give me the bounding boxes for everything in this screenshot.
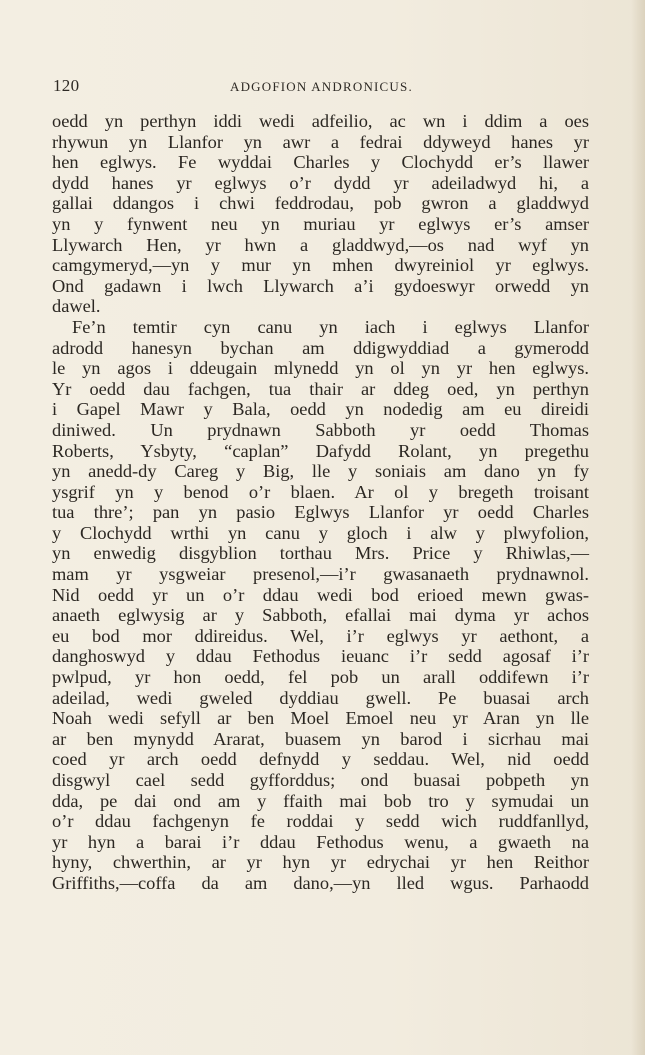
text-line: yn y fynwent neu yn muriau yr eglwys er’s amser: [52, 213, 589, 234]
text-line: danghoswyd y ddau Fethodus ieuanc i’r sedd agosaf i’r: [52, 646, 589, 667]
text-line: rhywun yn Llanfor yn awr a fedrai ddyweyd hanes yr: [52, 131, 589, 152]
text-line: ysgrif yn y benod o’r blaen. Ar ol y bregeth troisant: [52, 481, 589, 502]
text-line: oedd yn perthyn iddi wedi adfeilio, ac wn i ddim a oes: [52, 111, 589, 131]
text-line: yr hyn a barai i’r ddau Fethodus wenu, a gwaeth na: [52, 831, 589, 852]
text-line: Yr oedd dau fachgen, tua thair ar ddeg oed, yn perthyn: [52, 378, 589, 399]
text-line: yn anedd-dy Careg y Big, lle y soniais am dano yn fy: [52, 461, 589, 482]
page-number: 120: [53, 76, 80, 95]
text-line: hyny, chwerthin, ar yr hyn yr edrychai yr hen Reithor: [52, 852, 589, 873]
text-line: coed yr arch oedd defnydd y seddau. Wel, nid oedd: [52, 749, 589, 770]
running-title: ADGOFION ANDRONICUS.: [230, 79, 413, 94]
page-edge-shadow: [631, 0, 645, 1055]
text-line: disgwyl cael sedd gyfforddus; ond buasai pobpeth yn: [52, 770, 589, 790]
text-line: mam yr ysgweiar presenol,—i’r gwasanaeth prydnawnol.: [52, 564, 589, 585]
text-line: y Clochydd wrthi yn canu y gloch i alw y plwyfolion,: [52, 522, 589, 543]
text-line: camgymeryd,—yn y mur yn mhen dwyreiniol yr eglwys.: [52, 255, 589, 276]
text-line: Griffiths,—coffa da am dano,—yn lled wgus. Parhaodd: [52, 872, 589, 893]
text-line: Nid oedd yr un o’r ddau wedi bod erioed mewn gwas-: [52, 584, 589, 605]
paragraph-first-line: Fe’n temtir cyn canu yn iach i eglwys Llanfor: [72, 316, 589, 337]
text-line: diniwed. Un prydnawn Sabboth yr oedd Thomas: [52, 419, 589, 440]
text-line: o’r ddau fachgenyn fe roddai y sedd wich ruddfanllyd,: [52, 811, 589, 832]
text-line: dda, pe dai ond am y ffaith mai bob tro y symudai un: [52, 790, 589, 811]
text-line: anaeth eglwysig ar y Sabboth, efallai mai dyma yr achos: [52, 605, 589, 626]
text-line: dawel.: [52, 296, 101, 317]
text-line: Ond gadawn i lwch Llywarch a’i gydoeswyr orwedd yn: [52, 275, 589, 296]
text-line: Llywarch Hen, yr hwn a gladdwyd,—os nad wyf yn: [52, 234, 589, 255]
text-line: Noah wedi sefyll ar ben Moel Emoel neu yr Aran yn lle: [52, 708, 589, 729]
text-line: hen eglwys. Fe wyddai Charles y Clochydd er’s llawer: [52, 152, 589, 173]
text-line: i Gapel Mawr y Bala, oedd yn nodedig am eu direidi: [52, 399, 589, 420]
text-line: le yn agos i ddeugain mlynedd yn ol yn yr hen eglwys.: [52, 358, 589, 379]
text-line: tua thre’; pan yn pasio Eglwys Llanfor yr oedd Charles: [52, 502, 589, 523]
text-line: Roberts, Ysbyty, “caplan” Dafydd Rolant, yn pregethu: [52, 440, 589, 461]
text-line: pwlpud, yr hon oedd, fel pob un arall oddifewn i’r: [52, 667, 589, 688]
running-head: [53, 76, 588, 98]
text-line: gallai ddangos i chwi feddrodau, pob gwron a gladdwyd: [52, 193, 589, 214]
text-line: dydd hanes yr eglwys o’r dydd yr adeiladwyd hi, a: [52, 172, 589, 193]
text-line: adrodd hanesyn bychan am ddigwyddiad a gymerodd: [52, 337, 589, 358]
body-text: [52, 111, 589, 894]
text-line: adeilad, wedi gweled dyddiau gwell. Pe buasai arch: [52, 687, 589, 708]
text-line: eu bod mor ddireidus. Wel, i’r eglwys yr aethont, a: [52, 625, 589, 646]
text-line: yn enwedig disgyblion torthau Mrs. Price y Rhiwlas,—: [52, 543, 589, 564]
text-line: ar ben mynydd Ararat, buasem yn barod i sicrhau mai: [52, 728, 589, 749]
